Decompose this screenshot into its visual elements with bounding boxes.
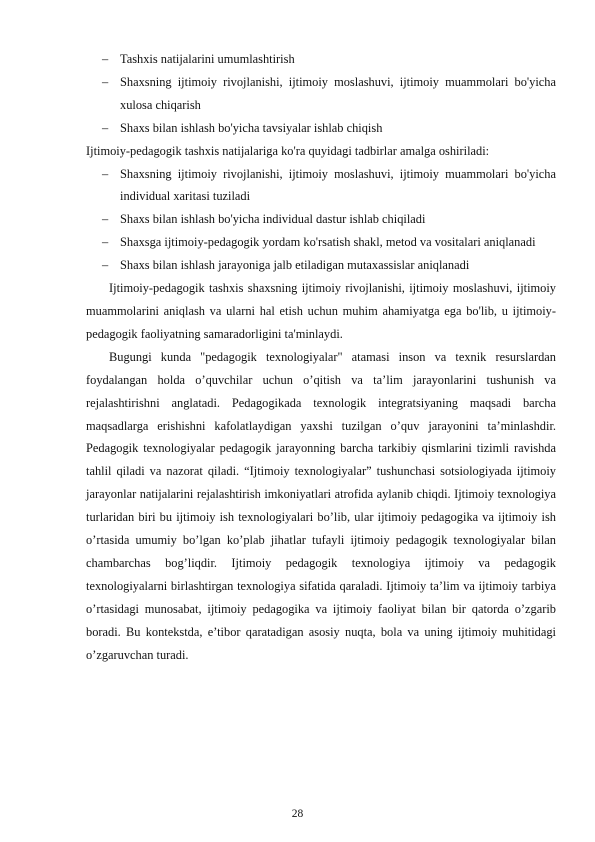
dash-icon: – [102,258,109,273]
list-item: – Shaxs bilan ishlash bo'yicha individual dastur ishlab chiqiladi [86,208,556,231]
list-item: – Shaxs bilan ishlash jarayoniga jalb etiladigan mutaxassislar aniqlanadi [86,254,556,277]
page-content [86,48,556,666]
list-item: – Shaxsga ijtimoiy-pedagogik yordam ko'rsatish shakl, metod va vositalari aniqlanadi [86,231,556,254]
intro-line: Ijtimoiy-pedagogik tashxis natijalariga ko'ra quyidagi tadbirlar amalga oshiriladi: [86,143,490,158]
list-item: – Shaxsning ijtimoiy rivojlanishi, ijtimoiy moslashuvi, ijtimoiy muammolari bo'yicha xulosa chiqarish [86,71,556,117]
list-item: – Shaxsning ijtimoiy rivojlanishi, ijtimoiy moslashuvi, ijtimoiy muammolari bo'yicha individual xaritasi tuziladi [86,163,556,209]
dash-icon: – [102,166,109,181]
dash-icon: – [102,52,109,66]
dash-icon: – [102,120,109,135]
page-number: 28 [291,808,304,820]
measures-list [86,163,556,278]
paragraph-diagnosis: Ijtimoiy-pedagogik tashxis shaxsning ijtimoiy rivojlanishi, ijtimoiy moslashuvi, ijtimoiy muammolarini aniqlash va ularni hal etish uchun muhim ahamiyatga ega bo'lib, u ijtimoiy-pedagogik faoliyatning samaradorligini ta'minlaydi. [86,281,556,341]
list-item: – Tashxis natijalarini umumlashtirish [86,48,556,71]
dash-icon: – [102,235,109,250]
dash-icon: – [102,74,109,89]
paragraph-technologies: Bugungi kunda "pedagogik texnologiyalar" atamasi inson va texnik resurslardan foydalangan holda o’quvchilar uchun o’qitish va ta’lim jarayonlarini tushunish va rejalashtirishni anglatadi. Pedagogikada texnologik integratsiyaning maqsadi barcha maqsadlarga erishishni kafolatlaydigan yaxshi tuzilgan o’quv jarayonini ta’minlashdir. Pedagogik texnologiyalar pedagogik jarayonning barcha tarkibiy qismlarini tizimli ravishda tahlil qiladi va nazorat qiladi. “Ijtimoiy texnologiyalar” tushunchasi sotsiologiyada ijtimoiy jarayonlar natijalarini rejalashtirish imkoniyatlari atrofida aylanib chiqdi. Ijtimoiy texnologiya turlaridan biri bu ijtimoiy ish texnologiyalari bo’lib, ular ijtimoiy pedagogika va ijtimoiy ish o’rtasida umumiy bo’lgan ko’plab jihatlar tufayli ijtimoiy pedagogik texnologiyalar bilan chambarchas bog’liqdir. Ijtimoiy pedagogik texnologiya ijtimoiy va pedagogik texnologiyalarni birlashtirgan texnologiya sifatida qaraladi. Ijtimoiy ta’lim va ijtimoiy tarbiya o’rtasidagi munosabat, ijtimoiy pedagogika va ijtimoiy faoliyat bilan bir qatorda o’zgarib boradi. Bu kontekstda, e’tibor qaratadigan asosiy nuqta, bola va uning ijtimoiy muhitidagi o’zgaruvchan turadi. [86,349,556,662]
list-item: – Shaxs bilan ishlash bo'yicha tavsiyalar ishlab chiqish [86,117,556,140]
summary-list [86,48,556,140]
dash-icon: – [102,212,109,227]
